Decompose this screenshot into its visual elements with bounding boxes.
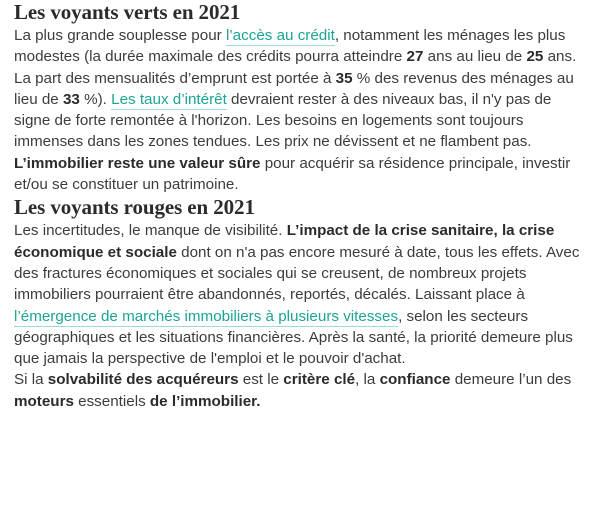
section-heading-green-indicators: Les voyants verts en 2021 bbox=[14, 0, 241, 24]
emphasis-text-3: confiance bbox=[379, 371, 451, 389]
emphasis-text-3: 35 bbox=[335, 69, 353, 87]
paragraph-red-indicators: Les incertitudes, le manque de visibilité. L’impact de la crise sanitaire, la crise économique et sociale dont on n'a pas encore mesuré à date, tous les effets. Avec des fractures économiques et sociales qui se creusent, de nombreux projets immobiliers pourraient être abandonnés, reportés, décalés. Laissant place à l’émergence de marchés immobiliers à plusieurs vitesses, selon les secteurs géographiques et les situations financières. Après la santé, la priorité demeure plus que jamais la perspective de l'emploi et le pouvoir d'achat. bbox=[14, 222, 580, 368]
inline-link-2[interactable]: Les taux d’intérêt bbox=[111, 90, 227, 108]
paragraph-closing: Si la solvabilité des acquéreurs est le critère clé, la confiance demeure l’un des moteurs essentiels de l’immobilier. bbox=[14, 371, 572, 410]
emphasis-text-1: 27 bbox=[406, 48, 424, 66]
emphasis-text-2: critère clé bbox=[283, 371, 356, 389]
emphasis-text-1: solvabilité des acquéreurs bbox=[47, 371, 239, 389]
emphasis-text-4: 33 bbox=[62, 90, 80, 108]
emphasis-text-5: de l’immobilier. bbox=[149, 392, 261, 410]
inline-link-1[interactable]: l’émergence de marchés immobiliers à plusieurs vitesses bbox=[14, 307, 399, 325]
paragraph-green-indicators: La plus grande souplesse pour l’accès au crédit, notamment les ménages les plus modestes (la durée maximale des crédits pourra atteindre 27 ans au lieu de 25 ans. La part des mensualités d’emprunt est portée à 35 % des revenus des ménages au lieu de 33 %). Les taux d’intérêt devraient rester à des niveaux bas, il n'y pas de signe de forte remontée à l'horizon. Les besoins en logements sont toujours immenses dans les zones tendues. Les prix ne dévissent et ne flambent pas. L’immobilier reste une valeur sûre pour acquérir sa résidence principale, investir et/ou se constituer un patrimoine. bbox=[14, 27, 577, 194]
emphasis-text-4: moteurs bbox=[14, 392, 74, 410]
emphasis-text-2: 25 bbox=[526, 48, 544, 66]
section-heading-red-indicators: Les voyants rouges en 2021 bbox=[14, 195, 255, 220]
emphasis-text-5: L’immobilier reste une valeur sûre bbox=[14, 154, 261, 172]
emphasis-text-1: L’impact de la crise sanitaire, la crise économique et sociale bbox=[14, 222, 555, 261]
inline-link-1[interactable]: l’accès au crédit bbox=[225, 27, 335, 44]
